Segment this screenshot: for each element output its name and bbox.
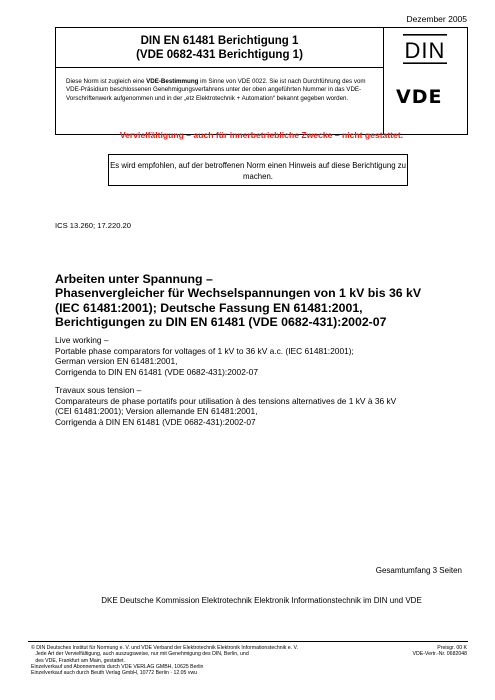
footer-divider xyxy=(28,641,468,642)
recommendation-box: Es wird empfohlen, auf der betroffenen Norm einen Hinweis auf diese Berichtigung zu machen. xyxy=(108,154,408,186)
svg-text:DIN: DIN xyxy=(404,38,446,63)
publication-date: Dezember 2005 xyxy=(406,14,467,24)
document-title xyxy=(56,28,384,68)
english-title: Live working – Portable phase comparators for voltages of 1 kV to 36 kV a.c. (IEC 61481:2001); German version EN 61481:2001, Corrigenda to DIN EN 61481 (VDE 0682-431):2002-07 xyxy=(55,335,354,377)
dke-line: DKE Deutsche Kommission Elektrotechnik Elektronik Informationstechnik im DIN und VDE xyxy=(101,596,422,605)
vde-contract-number: VDE-Vertr.-Nr. 0682048 xyxy=(412,651,467,658)
german-title: Arbeiten unter Spannung – Phasenvergleicher für Wechselspannungen von 1 kV bis 36 kV (IEC 61481:2001); Deutsche Fassung EN 61481:2001, Berichtigungen zu DIN EN 61481 (VDE 0682-431):2002-07 xyxy=(55,272,422,330)
total-pages: Gesamtumfang 3 Seiten xyxy=(375,566,462,575)
price-footer xyxy=(413,645,468,658)
header-box xyxy=(55,27,468,135)
price-group: Preisgr. 00 K xyxy=(437,645,467,651)
ics-code: ICS 13.260; 17.220.20 xyxy=(55,221,131,230)
copyright-footer: © DIN Deutsches Institut für Normung e. V. und VDE Verband der Elektrotechnik Elektronik Informationstechnik e. V. Jede Art der Vervielfältigung, auch auszugsweise, nur mit Genehmigung des DIN, Berlin, und des VDE, Frankfurt am Main, gestattet. Einzelverkauf und Abonnements durch VDE VERLAG GMBH, 10625 Berlin Einzelverkauf auch durch Beuth Verlag GmbH, 10772 Berlin · 12.05 vwu xyxy=(31,645,298,677)
vde-bestimmung-label: VDE-Bestimmung xyxy=(146,78,199,85)
vde-notice: Diese Norm ist zugleich eine VDE-Bestimmung im Sinne von VDE 0022. Sie ist nach Durchführung des vom VDE-Präsidium beschlossenen Genehmigungsverfahrens unter der oben angeführten Nummer in das VDE-Vorschriftenwerk aufgenommen und in der „etz Elektrotechnik + Automation“ bekannt gegeben worden. xyxy=(56,68,384,134)
din-logo xyxy=(403,34,447,64)
vde-logo: VDE xyxy=(396,86,443,108)
french-title: Travaux sous tension – Comparateurs de phase portatifs pour utilisation à des tensions alternatives de 1 kV à 36 kV (CEI 61481:2001); Version allemande EN 61481:2001, Corrigenda à DIN EN 61481 (VDE 0682-431):2002-07 xyxy=(55,385,397,427)
document-number: DIN EN 61481 Berichtigung 1 xyxy=(140,35,299,47)
reproduction-notice: Vervielfältigung – auch für innerbetriebliche Zwecke – nicht gestattet. xyxy=(119,130,404,140)
vde-number: (VDE 0682-431 Berichtigung 1) xyxy=(136,49,303,61)
